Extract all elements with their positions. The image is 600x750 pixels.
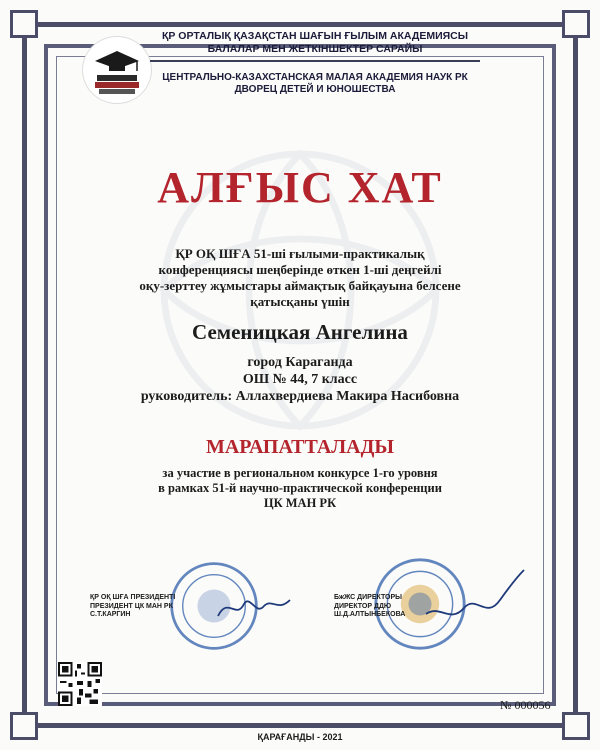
header-kazakh — [150, 30, 480, 56]
signature-block-right — [334, 594, 405, 620]
award-text — [110, 466, 490, 511]
recipient-name: Семеницкая Ангелина — [192, 320, 408, 344]
recipient-supervisor: руководитель: Аллахвердиева Макира Насибовна — [140, 389, 460, 404]
award-line: в рамках 51-й научно-практической конференции — [158, 481, 442, 495]
certificate-number: № 000056 — [500, 698, 551, 712]
header-kz-line1: ҚР ОРТАЛЫҚ ҚАЗАҚСТАН ШАҒЫН ҒЫЛЫМ АКАДЕМИЯСЫ — [161, 30, 469, 42]
signer-title: ҚР ОҚ ШҒА ПРЕЗИДЕНТІ — [90, 594, 176, 601]
intro-line: қатысқаны үшін — [250, 294, 350, 309]
signature-block-left — [90, 594, 175, 620]
signer-title: ПРЕЗИДЕНТ ЦК МАН РК — [90, 602, 173, 610]
signer-title: БжЖС ДИРЕКТОРЫ — [334, 594, 403, 601]
qr-code-icon — [58, 662, 102, 706]
books-cap-icon — [83, 37, 151, 103]
footer-place-year: ҚАРАҒАНДЫ - 2021 — [257, 732, 343, 742]
intro-line: оқу-зерттеу жұмыстары аймақтық байқауына белсене — [139, 278, 461, 293]
award-line: за участие в региональном конкурсе 1-го уровня — [162, 466, 438, 480]
signature-right — [420, 564, 530, 634]
signer-title: ДИРЕКТОР ДДЮ — [334, 602, 392, 610]
header-kz-line2: БАЛАЛАР МЕН ЖЕТКІНШЕКТЕР САРАЙЫ — [207, 43, 423, 55]
academy-logo — [82, 36, 152, 104]
recipient-school: ОШ № 44, 7 класс — [242, 372, 358, 387]
header-divider — [150, 60, 480, 62]
header-russian — [150, 72, 480, 96]
corner-ornament — [562, 10, 590, 38]
intro-line: конференциясы шеңберінде өткен 1-ші деңгейлі — [158, 262, 442, 277]
award-heading: МАРАПАТТАЛАДЫ — [205, 436, 395, 458]
header-ru-line1: ЦЕНТРАЛЬНО-КАЗАХСТАНСКАЯ МАЛАЯ АКАДЕМИЯ НАУК РК — [162, 72, 468, 83]
intro-text — [120, 246, 480, 310]
recipient-city: город Караганда — [247, 355, 353, 370]
signer-name: Ш.Д.АЛТЫНБЕКОВА — [334, 611, 406, 618]
intro-line: ҚР ОҚ ШҒА 51-ші ғылыми-практикалық — [175, 246, 425, 261]
signer-name: С.Т.КАРГИН — [90, 611, 131, 618]
signature-left — [214, 586, 294, 626]
award-line: ЦК МАН РК — [263, 496, 337, 510]
certificate-title: АЛҒЫС ХАТ — [157, 163, 443, 212]
corner-ornament — [10, 10, 38, 38]
header-ru-line2: ДВОРЕЦ ДЕТЕЙ И ЮНОШЕСТВА — [234, 84, 396, 95]
recipient-details — [100, 354, 500, 405]
